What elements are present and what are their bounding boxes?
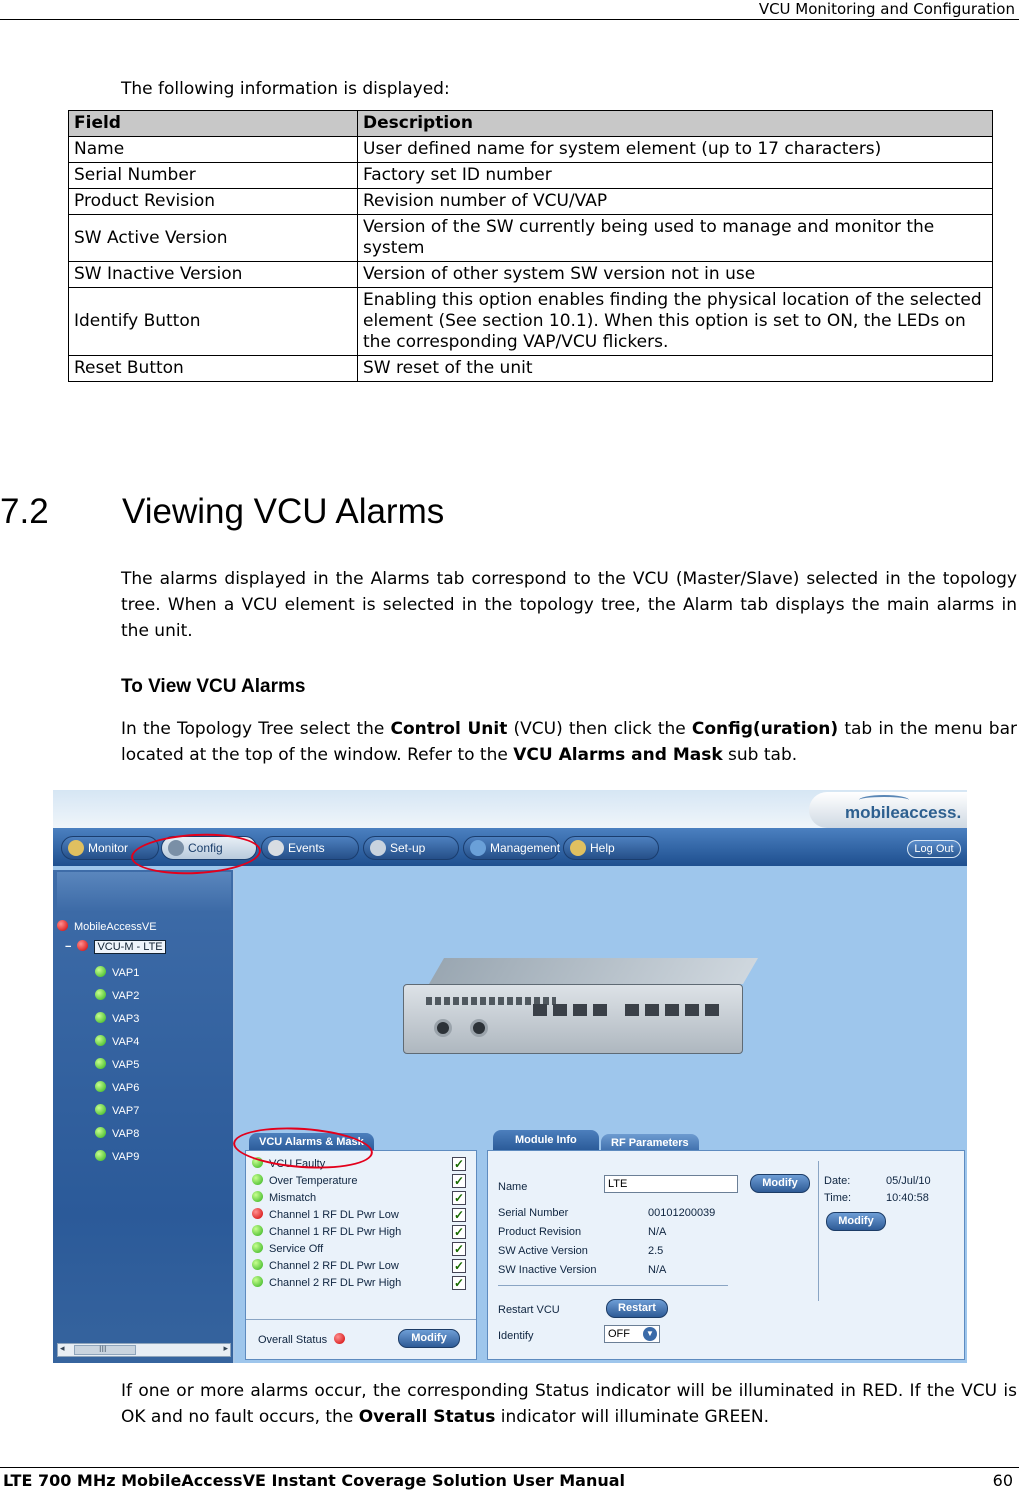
connector-icon [434,1019,452,1037]
description-cell: User defined name for system element (up to 17 characters) [358,137,993,163]
alarm-item: Channel 1 RF DL Pwr High [252,1225,401,1238]
description-cell: Factory set ID number [358,163,993,189]
mask-checkbox[interactable]: ✓ [453,1157,465,1171]
tree-node-vap[interactable]: VAP6 [95,1081,139,1094]
rj45-port-icon [593,1004,607,1016]
status-led-icon [252,1225,263,1236]
table-row [69,163,993,189]
tree-node-vcu[interactable]: − VCU-M - LTE [65,940,166,953]
rj45-port-icon [685,1004,699,1016]
logo-swoosh-icon [859,795,909,805]
overall-status-label: Overall Status [258,1333,351,1346]
table-row [69,189,993,215]
alarm-item: Channel 1 RF DL Pwr Low [252,1208,399,1221]
alarm-item: VCU Faulty [252,1157,325,1170]
tree-node-vap[interactable]: VAP3 [95,1012,139,1025]
connector-icon [470,1019,488,1037]
logout-button[interactable]: Log Out [907,840,961,858]
page-number: 60 [992,1471,1013,1490]
scroll-right-icon[interactable]: ▸ [223,1343,228,1353]
field-cell: Reset Button [69,356,358,382]
restart-button[interactable]: Restart [606,1299,668,1318]
restart-vcu-label: Restart VCU [498,1304,560,1316]
tree-node-vap[interactable]: VAP8 [95,1127,139,1140]
rj45-port-icon [553,1004,567,1016]
description-cell: SW reset of the unit [358,356,993,382]
alarm-item: Channel 2 RF DL Pwr High [252,1276,401,1289]
module-info-panel [487,1150,965,1360]
mask-checkbox[interactable]: ✓ [453,1259,465,1273]
intro-text: The following information is displayed: [121,79,450,99]
tree-node-vap[interactable]: VAP1 [95,966,139,979]
identify-label: Identify [498,1330,534,1342]
section-number: 7.2 [0,492,49,531]
date-label: Date: [824,1175,851,1187]
time-label: Time: [824,1192,852,1204]
procedure-heading: To View VCU Alarms [121,676,306,697]
status-led-icon [252,1191,263,1202]
rj45-port-icon [705,1004,719,1016]
tools-icon [370,840,386,856]
footer-title: LTE 700 MHz MobileAccessVE Instant Coverage Solution User Manual [3,1471,626,1490]
sw-active-version-value: 2.5 [648,1245,664,1257]
mask-checkbox[interactable]: ✓ [453,1242,465,1256]
name-modify-button[interactable]: Modify [750,1174,810,1193]
status-led-icon [95,1127,106,1138]
term-control-unit: Control Unit [390,719,508,739]
overall-status-led-icon [334,1333,345,1344]
table-row [69,215,993,262]
tab-setup[interactable]: Set-up [363,836,459,860]
term-config-tab: Config(uration) [691,719,839,739]
table-row [69,356,993,382]
status-led-icon [95,1035,106,1046]
mobileaccess-logo: mobileaccess. [809,792,967,828]
date-value: 05/Jul/10 [886,1175,931,1187]
description-cell: Revision number of VCU/VAP [358,189,993,215]
status-led-icon [95,966,106,977]
paragraph-alarms-intro: The alarms displayed in the Alarms tab correspond to the VCU (Master/Slave) selected in the topology tree. When a VCU element is selected in the topology tree, the Alarm tab displays the main alarms in the unit. [121,569,1017,641]
tree-node-root[interactable]: MobileAccessVE [57,920,157,933]
table-header-row [69,111,993,137]
rj45-port-icon [625,1004,639,1016]
status-led-icon [252,1259,263,1270]
status-led-icon [77,940,88,951]
field-cell: Identify Button [69,288,358,356]
column-header-field: Field [69,111,358,137]
vcu-alarms-panel [245,1150,477,1360]
rj45-port-icon [645,1004,659,1016]
field-cell: Name [69,137,358,163]
status-led-icon [252,1276,263,1287]
footer-rule [0,1467,1019,1468]
sw-inactive-version-label: SW Inactive Version [498,1264,597,1276]
tree-header-band [57,872,231,912]
tree-node-vap[interactable]: VAP4 [95,1035,139,1048]
time-value: 10:40:58 [886,1192,929,1204]
status-led-icon [252,1208,263,1219]
vcu-device-image [403,958,743,1053]
topology-tree [53,870,235,1363]
alarm-item: Over Temperature [252,1174,357,1187]
tab-help[interactable]: Help [563,836,659,860]
status-led-icon [95,1012,106,1023]
alarm-item: Service Off [252,1242,323,1255]
tab-monitor[interactable]: Monitor [61,836,159,860]
rj45-port-icon [573,1004,587,1016]
identify-select[interactable]: OFF ▼ [604,1325,660,1343]
mask-checkbox[interactable]: ✓ [453,1191,465,1205]
tree-node-vap[interactable]: VAP5 [95,1058,139,1071]
paragraph-status-indicator: If one or more alarms occur, the corresponding Status indicator will be illuminated in RED. If the VCU is OK and no fault occurs, the Overall Status indicator will illuminate GREEN. [121,1381,1017,1427]
scrollbar-thumb[interactable]: III [74,1345,136,1355]
description-cell: Enabling this option enables finding the physical location of the selected element (See section 10.1). When this option is set to ON, the LEDs on the corresponding VAP/VCU flickers. [358,288,993,356]
events-icon [268,840,284,856]
tree-horizontal-scrollbar[interactable] [57,1343,231,1357]
tab-rf-parameters[interactable]: RF Parameters [601,1134,699,1152]
field-cell: SW Active Version [69,215,358,262]
tree-node-vap[interactable]: VAP9 [95,1150,139,1163]
field-description-table [68,110,993,382]
chevron-down-icon[interactable]: ▼ [643,1327,657,1341]
status-led-icon [95,1150,106,1161]
app-screenshot [53,790,967,1363]
mask-checkbox[interactable]: ✓ [453,1174,465,1188]
tree-node-vap[interactable]: VAP7 [95,1104,139,1117]
tab-config[interactable]: Config [161,836,257,860]
status-led-icon [95,989,106,1000]
status-led-icon [57,920,68,931]
running-header: VCU Monitoring and Configuration [758,0,1015,18]
mask-checkbox[interactable]: ✓ [453,1208,465,1222]
status-led-icon [95,1104,106,1115]
alarm-item: Mismatch [252,1191,316,1204]
field-cell: Serial Number [69,163,358,189]
description-cell: Version of other system SW version not in use [358,262,993,288]
tab-module-info[interactable]: Module Info [493,1130,599,1150]
term-vcu-alarms-mask: VCU Alarms and Mask [513,745,723,765]
management-icon [470,840,486,856]
rj45-port-icon [533,1004,547,1016]
status-led-icon [252,1174,263,1185]
serial-number-label: Serial Number [498,1207,569,1219]
scroll-left-icon[interactable]: ◂ [60,1343,65,1353]
field-cell: SW Inactive Version [69,262,358,288]
datetime-modify-button[interactable]: Modify [826,1212,886,1231]
rj45-port-icon [665,1004,679,1016]
name-label: Name [498,1181,528,1193]
tab-management[interactable]: Management [463,836,559,860]
mask-checkbox[interactable]: ✓ [453,1276,465,1290]
header-rule [0,19,1019,20]
product-revision-value: N/A [648,1226,667,1238]
table-row [69,288,993,356]
tab-events[interactable]: Events [261,836,359,860]
product-revision-label: Product Revision [498,1226,582,1238]
sw-active-version-label: SW Active Version [498,1245,588,1257]
tree-node-vap[interactable]: VAP2 [95,989,139,1002]
alarm-item: Channel 2 RF DL Pwr Low [252,1259,399,1272]
name-field[interactable]: LTE [604,1175,738,1193]
column-header-description: Description [358,111,993,137]
alarms-modify-button[interactable]: Modify [398,1329,460,1348]
tab-vcu-alarms-mask[interactable]: VCU Alarms & Mask [249,1133,374,1151]
monitor-icon [68,840,84,856]
mask-checkbox[interactable]: ✓ [453,1225,465,1239]
status-led-icon [252,1242,263,1253]
table-row [69,262,993,288]
collapse-icon[interactable]: − [65,941,72,953]
description-cell: Version of the SW currently being used to manage and monitor the system [358,215,993,262]
section-title: Viewing VCU Alarms [122,492,445,531]
status-led-icon [95,1058,106,1069]
paragraph-procedure: In the Topology Tree select the Control Unit (VCU) then click the Config(uration) tab in the menu bar located at the top of the window. Refer to the VCU Alarms and Mask sub tab. [121,719,1017,765]
help-book-icon [570,840,586,856]
field-cell: Product Revision [69,189,358,215]
serial-number-value: 00101200039 [648,1207,716,1219]
term-overall-status: Overall Status [358,1407,496,1427]
status-led-icon [95,1081,106,1092]
table-row [69,137,993,163]
sw-inactive-version-value: N/A [648,1264,667,1276]
